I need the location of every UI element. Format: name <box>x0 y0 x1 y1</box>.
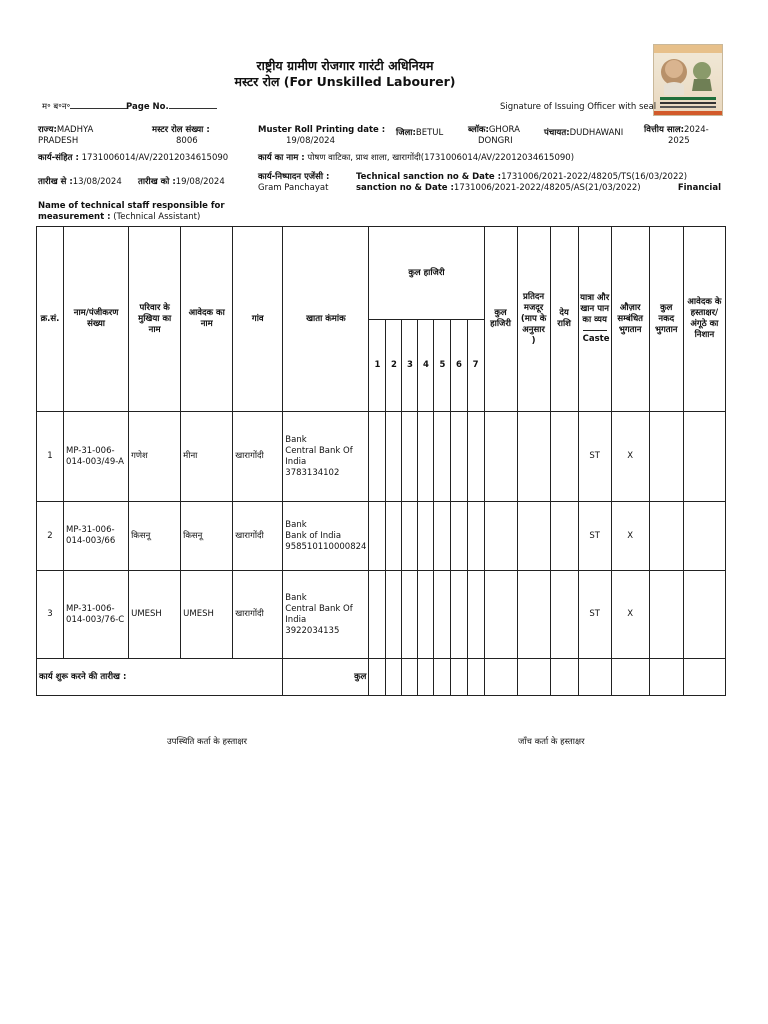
header-total-attendance: कुल हाजिरी <box>484 227 517 412</box>
reg-line: 014-003/76-C <box>66 614 125 625</box>
footer-cell <box>467 659 484 696</box>
form-subtitle: मस्टर रोल (For Unskilled Labourer) <box>234 74 456 89</box>
tech-staff-label-cont: measurement : <box>38 212 111 222</box>
agency-label: कार्य-निष्पादन एजेंसी : <box>258 172 330 182</box>
row-registration <box>64 571 129 659</box>
header-day-2: 2 <box>386 320 402 412</box>
fy-value-cont: 2025 <box>668 136 690 146</box>
header-payable: देय राशि <box>550 227 578 412</box>
row-caste: ST <box>578 571 611 659</box>
row-signature <box>683 571 725 659</box>
gandhi-portrait-icon <box>654 45 722 115</box>
row-caste: ST <box>578 502 611 571</box>
row-signature <box>683 502 725 571</box>
muster-roll-table <box>36 226 726 696</box>
row-day-cell <box>451 412 467 502</box>
block-label: ब्लॉक: <box>468 125 489 135</box>
footer-cell <box>402 659 418 696</box>
row-day-cell <box>369 502 386 571</box>
district-value: BETUL <box>415 128 444 138</box>
fin-sanction-label: Financial <box>677 183 721 193</box>
table-footer-row <box>37 659 726 696</box>
row-family-head: UMESH <box>129 571 181 659</box>
work-name-label: कार्य का नाम : <box>258 153 305 163</box>
header-day-7: 7 <box>467 320 484 412</box>
footer-cell <box>434 659 451 696</box>
row-applicant: UMESH <box>181 571 233 659</box>
row-day-cell <box>451 571 467 659</box>
header-travel <box>578 227 611 412</box>
footer-cell <box>683 659 725 696</box>
header-travel-label: यात्रा और खान पान का व्यय <box>580 293 610 325</box>
row-day-cell <box>451 502 467 571</box>
row-applicant: मीना <box>181 412 233 502</box>
header-tools: औज़ार सम्बंधित भुगतान <box>611 227 649 412</box>
checker-signature: जाँच कर्ता के हस्ताक्षर <box>518 737 585 747</box>
row-day-cell <box>434 502 451 571</box>
row-applicant: किसनू <box>181 502 233 571</box>
printing-date-field <box>258 125 385 147</box>
tech-staff-label: Name of technical staff responsible for <box>38 201 225 211</box>
acc-line: 958510110000824 <box>285 541 367 552</box>
reg-line: MP-31-006- <box>66 445 115 456</box>
table-row <box>37 502 726 571</box>
row-day-cell <box>386 412 402 502</box>
block-value: GHORA <box>488 125 520 135</box>
fin-sanction-label-cont: sanction no & Date : <box>356 183 454 193</box>
row-caste: ST <box>578 412 611 502</box>
row-tools: X <box>611 571 649 659</box>
agency-value: Gram Panchayat <box>258 183 329 193</box>
fy-value: 2024- <box>684 125 709 135</box>
agency-field <box>258 172 329 194</box>
row-total-attendance <box>484 571 517 659</box>
row-day-cell <box>402 502 418 571</box>
header-day-6: 6 <box>451 320 467 412</box>
acc-line: 3922034135 <box>285 625 340 636</box>
row-signature <box>683 412 725 502</box>
header-day-3: 3 <box>402 320 418 412</box>
printing-date-value: 19/08/2024 <box>286 136 335 146</box>
row-total-attendance <box>484 412 517 502</box>
work-code-value: 1731006014/AV/22012034615090 <box>81 153 229 163</box>
state-field <box>38 125 93 147</box>
acc-line: 3783134102 <box>285 467 340 478</box>
row-day-cell <box>467 502 484 571</box>
header-day-1: 1 <box>369 320 386 412</box>
sanction-field <box>356 172 721 194</box>
row-day-cell <box>369 571 386 659</box>
header-attendance: कुल हाजिरी <box>369 227 484 320</box>
district-label: जिला: <box>396 128 416 138</box>
row-payable <box>550 412 578 502</box>
fy-label: वित्तीय साल: <box>644 125 685 135</box>
form-title: राष्ट्रीय ग्रामीण रोजगार गारंटी अधिनियम <box>256 58 434 73</box>
footer-cell <box>550 659 578 696</box>
header-day-5: 5 <box>434 320 451 412</box>
table-row <box>37 571 726 659</box>
acc-line: Bank of India <box>285 530 342 541</box>
row-day-cell <box>386 571 402 659</box>
header-village: गांव <box>233 227 283 412</box>
panchayat-label: पंचायत: <box>544 128 570 138</box>
work-name-field <box>258 153 574 164</box>
serial-label: म॰ ब॰न॰ <box>42 102 71 112</box>
work-code-label: कार्य-संहित : <box>38 153 79 163</box>
header-name-registration: नाम/पंजीकरण संख्या <box>64 227 129 412</box>
state-value-cont: PRADESH <box>38 136 79 146</box>
footer-cell <box>611 659 649 696</box>
row-day-cell <box>467 412 484 502</box>
row-village: खारागोंदी <box>233 502 283 571</box>
block-value-cont: DONGRI <box>478 136 513 146</box>
row-tools: X <box>611 502 649 571</box>
acc-line: Bank <box>285 434 307 445</box>
footer-cell <box>451 659 467 696</box>
date-to-field <box>138 177 225 188</box>
row-village: खारागोंदी <box>233 571 283 659</box>
date-from-label: तारीख से : <box>38 177 73 187</box>
row-sno: 3 <box>37 571 64 659</box>
row-daily-wage <box>517 502 550 571</box>
header-day-4: 4 <box>418 320 434 412</box>
fin-sanction-value: 1731006/2021-2022/48205/AS(21/03/2022) <box>453 183 641 193</box>
date-from-field <box>38 177 122 188</box>
row-day-cell <box>369 412 386 502</box>
tech-sanction-value: 1731006/2021-2022/48205/TS(16/03/2022) <box>501 172 688 182</box>
header-daily-wage: प्रतिदन मजदूर (माप के अनुसार ) <box>517 227 550 412</box>
state-label: राज्य: <box>38 125 57 135</box>
panchayat-field <box>544 128 623 139</box>
work-start-date-label: कार्य शुरू करने की तारीख : <box>37 659 283 696</box>
work-name-value: पोषण वाटिका, प्राथ शाला, खारागोंदी(1731006014/AV/22012034615090) <box>307 153 575 163</box>
footer-cell <box>369 659 386 696</box>
serial-number-field <box>42 102 128 113</box>
reg-line: MP-31-006- <box>66 603 115 614</box>
financial-year-field <box>644 125 709 147</box>
muster-number-field <box>152 125 210 147</box>
date-to-value: 19/08/2024 <box>175 177 225 187</box>
row-day-cell <box>467 571 484 659</box>
page-number-field <box>126 102 217 113</box>
tech-sanction-label: Technical sanction no & Date : <box>356 172 502 182</box>
reg-line: 014-003/49-A <box>66 456 124 467</box>
muster-no-label: मस्टर रोल संख्या : <box>152 125 210 135</box>
row-day-cell <box>418 412 434 502</box>
header-applicant: आवेदक का नाम <box>181 227 233 412</box>
row-account <box>283 571 369 659</box>
row-tools: X <box>611 412 649 502</box>
footer-cell <box>578 659 611 696</box>
row-total-cash <box>649 412 683 502</box>
row-total-cash <box>649 571 683 659</box>
reg-line: 014-003/66 <box>66 536 116 546</box>
block-field <box>468 125 520 147</box>
footer-cell <box>649 659 683 696</box>
row-payable <box>550 571 578 659</box>
acc-line: Central Bank Of <box>285 603 353 614</box>
header-family-head: परिवार के मुखिया का नाम <box>129 227 181 412</box>
muster-no-value: 8006 <box>176 136 198 146</box>
row-account <box>283 502 369 571</box>
work-code-field <box>38 153 228 164</box>
row-day-cell <box>418 571 434 659</box>
row-account <box>283 412 369 502</box>
row-day-cell <box>434 571 451 659</box>
state-value: MADHYA <box>56 125 94 135</box>
page-no-label: Page No. <box>126 102 169 112</box>
tech-staff-value: (Technical Assistant) <box>113 212 201 222</box>
row-day-cell <box>418 502 434 571</box>
total-label: कुल <box>283 659 369 696</box>
row-total-cash <box>649 502 683 571</box>
row-day-cell <box>402 412 418 502</box>
row-registration <box>64 502 129 571</box>
header-signature: आवेदक के हस्ताक्षर/ अंगूठे का निशान <box>683 227 725 412</box>
district-field <box>396 128 443 139</box>
panchayat-value: DUDHAWANI <box>569 128 624 138</box>
header-caste: Caste <box>583 330 607 345</box>
acc-line: India <box>285 456 307 467</box>
date-from-value: 13/08/2024 <box>72 177 122 187</box>
footer-cell <box>386 659 402 696</box>
row-daily-wage <box>517 412 550 502</box>
footer-cell <box>517 659 550 696</box>
printing-date-label: Muster Roll Printing date : <box>258 125 386 135</box>
acc-line: Central Bank Of <box>285 445 353 456</box>
footer-cell <box>484 659 517 696</box>
acc-line: Bank <box>285 519 307 530</box>
row-daily-wage <box>517 571 550 659</box>
row-sno: 1 <box>37 412 64 502</box>
table-row <box>37 412 726 502</box>
attendance-taker-signature: उपस्थिति कर्ता के हस्ताक्षर <box>167 737 247 747</box>
row-day-cell <box>402 571 418 659</box>
header-sno: क्र.सं. <box>37 227 64 412</box>
signature-issuing-officer: Signature of Issuing Officer with seal <box>500 102 657 112</box>
footer-cell <box>418 659 434 696</box>
row-family-head: गणेश <box>129 412 181 502</box>
row-sno: 2 <box>37 502 64 571</box>
reg-line: MP-31-006- <box>66 525 115 535</box>
row-total-attendance <box>484 502 517 571</box>
acc-line: Bank <box>285 592 307 603</box>
row-day-cell <box>386 502 402 571</box>
header-account: खाता कंमांक <box>283 227 369 412</box>
row-family-head: किसनू <box>129 502 181 571</box>
row-village: खारागोंदी <box>233 412 283 502</box>
row-day-cell <box>434 412 451 502</box>
technical-staff-field <box>38 201 225 223</box>
row-registration <box>64 412 129 502</box>
header-total-cash: कुल नकद भुगतान <box>649 227 683 412</box>
date-to-label: तारीख को : <box>138 177 176 187</box>
mgnrega-logo <box>653 44 723 116</box>
row-payable <box>550 502 578 571</box>
acc-line: India <box>285 614 307 625</box>
